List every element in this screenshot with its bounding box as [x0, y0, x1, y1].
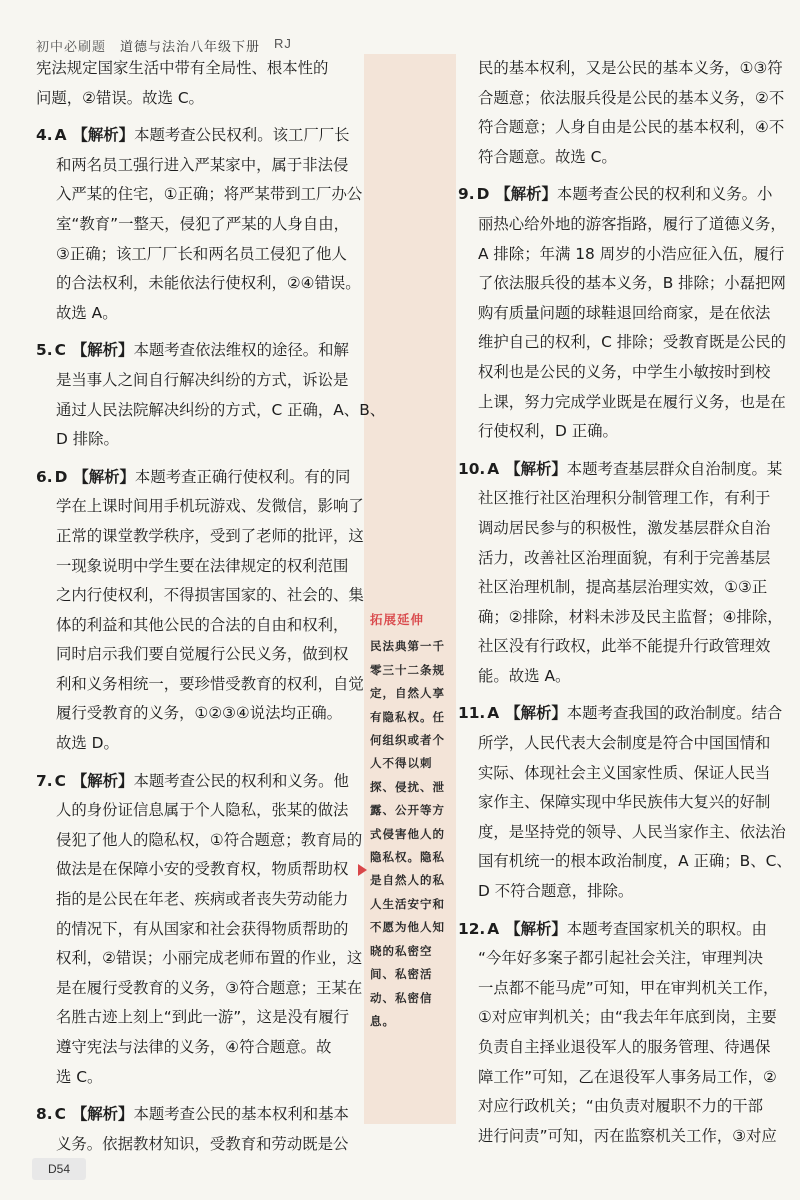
answer-item-4: 4. A 【解析】本题考查公民权利。该工厂厂长 和两名员工强行进入严某家中，属于非法侵 入严某的住宅，①正确；将严某带到工厂办公 室“教育”一整天，侵犯了严某的人身自由， ③正确；该工厂厂长和两名员工侵犯了他人 的合法权利，未能依法行使权利，②④错误。 故选 A。: [36, 126, 363, 322]
page-number: D54: [32, 1158, 86, 1180]
book-title: 初中必刷题: [36, 40, 107, 55]
answer-continuation: 民的基本权利，又是公民的基本义务，①③符 合题意；依法服兵役是公民的基本义务，②不 符合题意；人身自由是公民的基本权利，④不 符合题意。故选 C。: [478, 59, 785, 166]
analysis-tag: 【解析】: [505, 704, 567, 723]
answer-choice: D: [54, 467, 68, 486]
book-subject: 道德与法治八年级下册: [120, 40, 261, 55]
answer-item-11: 11. A 【解析】本题考查我国的政治制度。结合 所学，人民代表大会制度是符合中国国情和 实际、体现社会主义国家性质、保证人民当 家作主、保障实现中华民族伟大复兴的好制 度，是坚持党的领导、人民当家作主、依法治 国有机统一的根本政治制度，A 正确；B、C、 D 不符合题意，排除。: [458, 704, 792, 901]
answer-item-10: 10. A 【解析】本题考查基层群众自治制度。某 社区推行社区治理积分制管理工作，有利于 调动居民参与的积极性，激发基层群众自治 活力，改善社区治理面貌，有利于完善基层 社区治理机制，提高基层治理实效，①③正 确；②排除，材料未涉及民主监督；④排除， 社区没有行政权，此举不能提升行政管理效 能。故选 A。: [458, 459, 783, 685]
answer-choice: C: [54, 1105, 66, 1124]
answer-item-7: 7. C 【解析】本题考查公民的权利和义务。他 人的身份证信息属于个人隐私，张某的做法 侵犯了他人的隐私权，①符合题意；教育局的 做法是在保障小安的受教育权，物质帮助权 指的是公民在年老、疾病或者丧失劳动能力 的情况下，有从国家和社会获得物质帮助的 权利，②错误；小丽完成老师布置的作业，这 是在履行受教育的义务，③符合题意；王某在 名胜古迹上刻上“到此一游”，这是没有履行 遵守宪法与法律的义务，④符合题意。故 选 C。: [36, 771, 363, 1086]
answer-choice: C: [54, 341, 66, 360]
analysis-tag: 【解析】: [72, 126, 135, 145]
question-number: 8.: [36, 1105, 53, 1124]
analysis-tag: 【解析】: [73, 467, 135, 486]
analysis-tag: 【解析】: [71, 771, 134, 790]
right-column: [458, 54, 790, 1159]
question-number: 6.: [36, 467, 53, 486]
extension-box: [370, 608, 454, 1033]
extension-title: 拓展延伸: [370, 612, 425, 627]
question-number: 12.: [458, 919, 486, 938]
extension-text: 民法典第一千零三十二条规定，自然人享有隐私权。任何组织或者个人不得以刺探、侵扰、泄露、公开等方式侵害他人的隐私权。隐私是自然人的私人生活安宁和不愿为他人知晓的私密空间、私密活动、私密信息。: [370, 639, 445, 1028]
analysis-tag: 【解析】: [505, 459, 567, 478]
answer-continuation: 宪法规定国家生活中带有全局性、根本性的 问题，②错误。故选 C。: [36, 59, 329, 107]
question-number: 7.: [36, 771, 53, 790]
page-header: [36, 36, 292, 55]
book-edition: RJ: [274, 36, 292, 51]
answer-item-5: 5. C 【解析】本题考查依法维权的途径。和解 是当事人之间自行解决纠纷的方式，诉讼是 通过人民法院解决纠纷的方式，C 正确，A、B、 D 排除。: [36, 341, 386, 449]
answer-choice: A: [487, 459, 500, 478]
question-number: 11.: [458, 704, 486, 723]
analysis-tag: 【解析】: [71, 341, 134, 360]
pointer-arrow-icon: [358, 864, 367, 876]
answer-item-8: 8. C 【解析】本题考查公民的基本权利和基本 义务。依据教材知识，受教育和劳动既是公: [36, 1105, 349, 1153]
question-number: 10.: [458, 459, 486, 478]
analysis-tag: 【解析】: [495, 185, 557, 204]
answer-choice: C: [54, 771, 66, 790]
answer-choice: A: [54, 126, 67, 145]
question-number: 5.: [36, 341, 53, 360]
analysis-tag: 【解析】: [505, 919, 567, 938]
answer-item-9: 9. D 【解析】本题考查公民的权利和义务。小 丽热心给外地的游客指路，履行了道德义务， A 排除；年满 18 周岁的小浩应征入伍，履行 了依法服兵役的基本义务，B 排除；小磊把网 购有质量问题的球鞋退回给商家，是在依法 维护自己的权利，C 排除；受教育既是公民的 权利也是公民的义务，中学生小敏按时到校 上课，努力完成学业既是在履行义务，也是在 行使权利，D 正确。: [458, 185, 787, 441]
answer-item-6: 6. D 【解析】本题考查正确行使权利。有的同 学在上课时间用手机玩游戏、发微信，影响了 正常的课堂教学秩序，受到了老师的批评，这 一现象说明中学生要在法律规定的权利范围 之内行使权利，不得损害国家的、社会的、集 体的利益和其他公民的合法的自由和权利， 同时启示我们要自觉履行公民义务，做到权 利和义务相统一，要珍惜受教育的权利，自觉 履行受教育的义务，①②③④说法均正确。 故选 D。: [36, 467, 364, 753]
left-column: [36, 54, 386, 1167]
analysis-tag: 【解析】: [71, 1105, 134, 1124]
answer-choice: A: [487, 704, 500, 723]
answer-item-12: 12. A 【解析】本题考查国家机关的职权。由 “今年好多案子都引起社会关注，审理判决 一点都不能马虎”可知，甲在审判机关工作， ①对应审判机关；由“我去年年底到岗，主要 负责自主择业退役军人的服务管理、待遇保 障工作”可知，乙在退役军人事务局工作，② 对应行政机关；“由负责对履职不力的干部 进行问责”可知，丙在监察机关工作，③对应: [458, 919, 779, 1145]
answer-choice: A: [487, 919, 500, 938]
answer-choice: D: [476, 185, 490, 204]
question-number: 4.: [36, 126, 53, 145]
question-number: 9.: [458, 185, 475, 204]
